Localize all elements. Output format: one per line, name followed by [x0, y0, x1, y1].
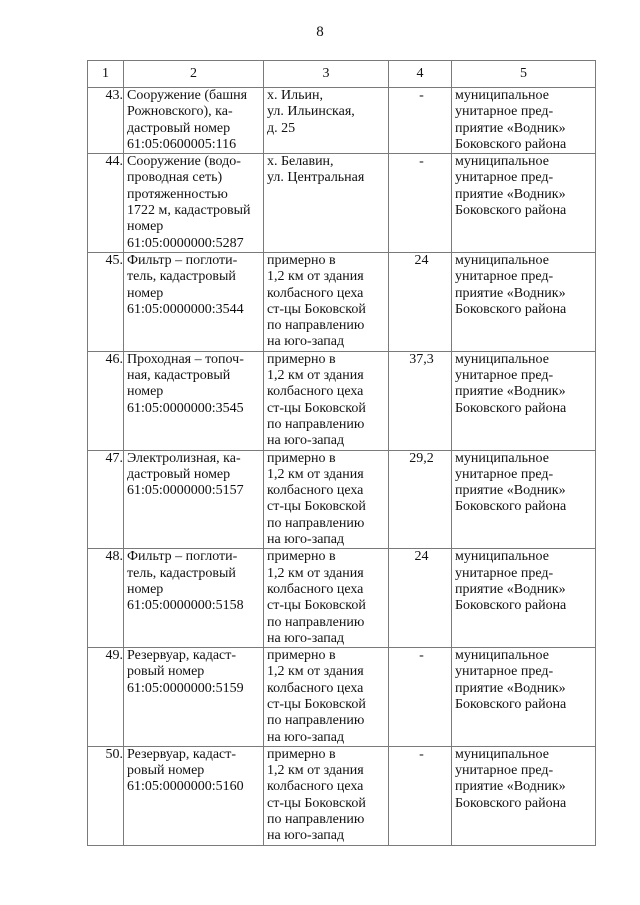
object-owner: муниципальное унитарное пред- приятие «Водник» Боковского района — [452, 88, 596, 154]
table-row — [88, 252, 596, 351]
object-area: 29,2 — [389, 450, 452, 549]
table-row — [88, 88, 596, 154]
column-header: 3 — [264, 61, 389, 88]
object-area: - — [389, 88, 452, 154]
object-address: примерно в 1,2 км от здания колбасного цеха ст-цы Боковской по направлению на юго-запад — [264, 648, 389, 747]
object-name: Резервуар, кадаст- ровый номер 61:05:0000000:5159 — [124, 648, 264, 747]
object-area: 37,3 — [389, 351, 452, 450]
column-header: 5 — [452, 61, 596, 88]
object-name: Фильтр – поглоти- тель, кадастровый номер 61:05:0000000:5158 — [124, 549, 264, 648]
object-area: 24 — [389, 252, 452, 351]
row-number: 43. — [88, 88, 124, 154]
row-number: 44. — [88, 154, 124, 253]
object-address: примерно в 1,2 км от здания колбасного цеха ст-цы Боковской по направлению на юго-запад — [264, 549, 389, 648]
table-row — [88, 746, 596, 845]
object-address: х. Ильин, ул. Ильинская, д. 25 — [264, 88, 389, 154]
column-header: 4 — [389, 61, 452, 88]
object-name: Фильтр – поглоти- тель, кадастровый номер 61:05:0000000:3544 — [124, 252, 264, 351]
row-number: 45. — [88, 252, 124, 351]
object-address: х. Белавин, ул. Центральная — [264, 154, 389, 253]
table-row — [88, 549, 596, 648]
object-address: примерно в 1,2 км от здания колбасного цеха ст-цы Боковской по направлению на юго-запад — [264, 351, 389, 450]
table-row — [88, 648, 596, 747]
object-area: 24 — [389, 549, 452, 648]
object-name: Сооружение (башня Рожновского), ка- дастровый номер 61:05:0600005:116 — [124, 88, 264, 154]
property-table — [87, 60, 596, 846]
object-owner: муниципальное унитарное пред- приятие «Водник» Боковского района — [452, 351, 596, 450]
object-owner: муниципальное унитарное пред- приятие «Водник» Боковского района — [452, 648, 596, 747]
object-address: примерно в 1,2 км от здания колбасного цеха ст-цы Боковской по направлению на юго-запад — [264, 252, 389, 351]
object-owner: муниципальное унитарное пред- приятие «Водник» Боковского района — [452, 746, 596, 845]
object-owner: муниципальное унитарное пред- приятие «Водник» Боковского района — [452, 450, 596, 549]
object-owner: муниципальное унитарное пред- приятие «Водник» Боковского района — [452, 252, 596, 351]
object-name: Проходная – топоч- ная, кадастровый номер 61:05:0000000:3545 — [124, 351, 264, 450]
row-number: 50. — [88, 746, 124, 845]
object-address: примерно в 1,2 км от здания колбасного цеха ст-цы Боковской по направлению на юго-запад — [264, 746, 389, 845]
table-header-row — [88, 61, 596, 88]
object-owner: муниципальное унитарное пред- приятие «Водник» Боковского района — [452, 549, 596, 648]
row-number: 47. — [88, 450, 124, 549]
object-owner: муниципальное унитарное пред- приятие «Водник» Боковского района — [452, 154, 596, 253]
table-row — [88, 154, 596, 253]
column-header: 2 — [124, 61, 264, 88]
object-name: Электролизная, ка- дастровый номер 61:05:0000000:5157 — [124, 450, 264, 549]
table-row — [88, 351, 596, 450]
row-number: 46. — [88, 351, 124, 450]
object-name: Сооружение (водо- проводная сеть) протяженностью 1722 м, кадастровый номер 61:05:0000000:5287 — [124, 154, 264, 253]
object-name: Резервуар, кадаст- ровый номер 61:05:0000000:5160 — [124, 746, 264, 845]
object-area: - — [389, 154, 452, 253]
column-header: 1 — [88, 61, 124, 88]
object-area: - — [389, 648, 452, 747]
row-number: 49. — [88, 648, 124, 747]
table-row — [88, 450, 596, 549]
page-number: 8 — [316, 24, 324, 40]
row-number: 48. — [88, 549, 124, 648]
object-area: - — [389, 746, 452, 845]
object-address: примерно в 1,2 км от здания колбасного цеха ст-цы Боковской по направлению на юго-запад — [264, 450, 389, 549]
